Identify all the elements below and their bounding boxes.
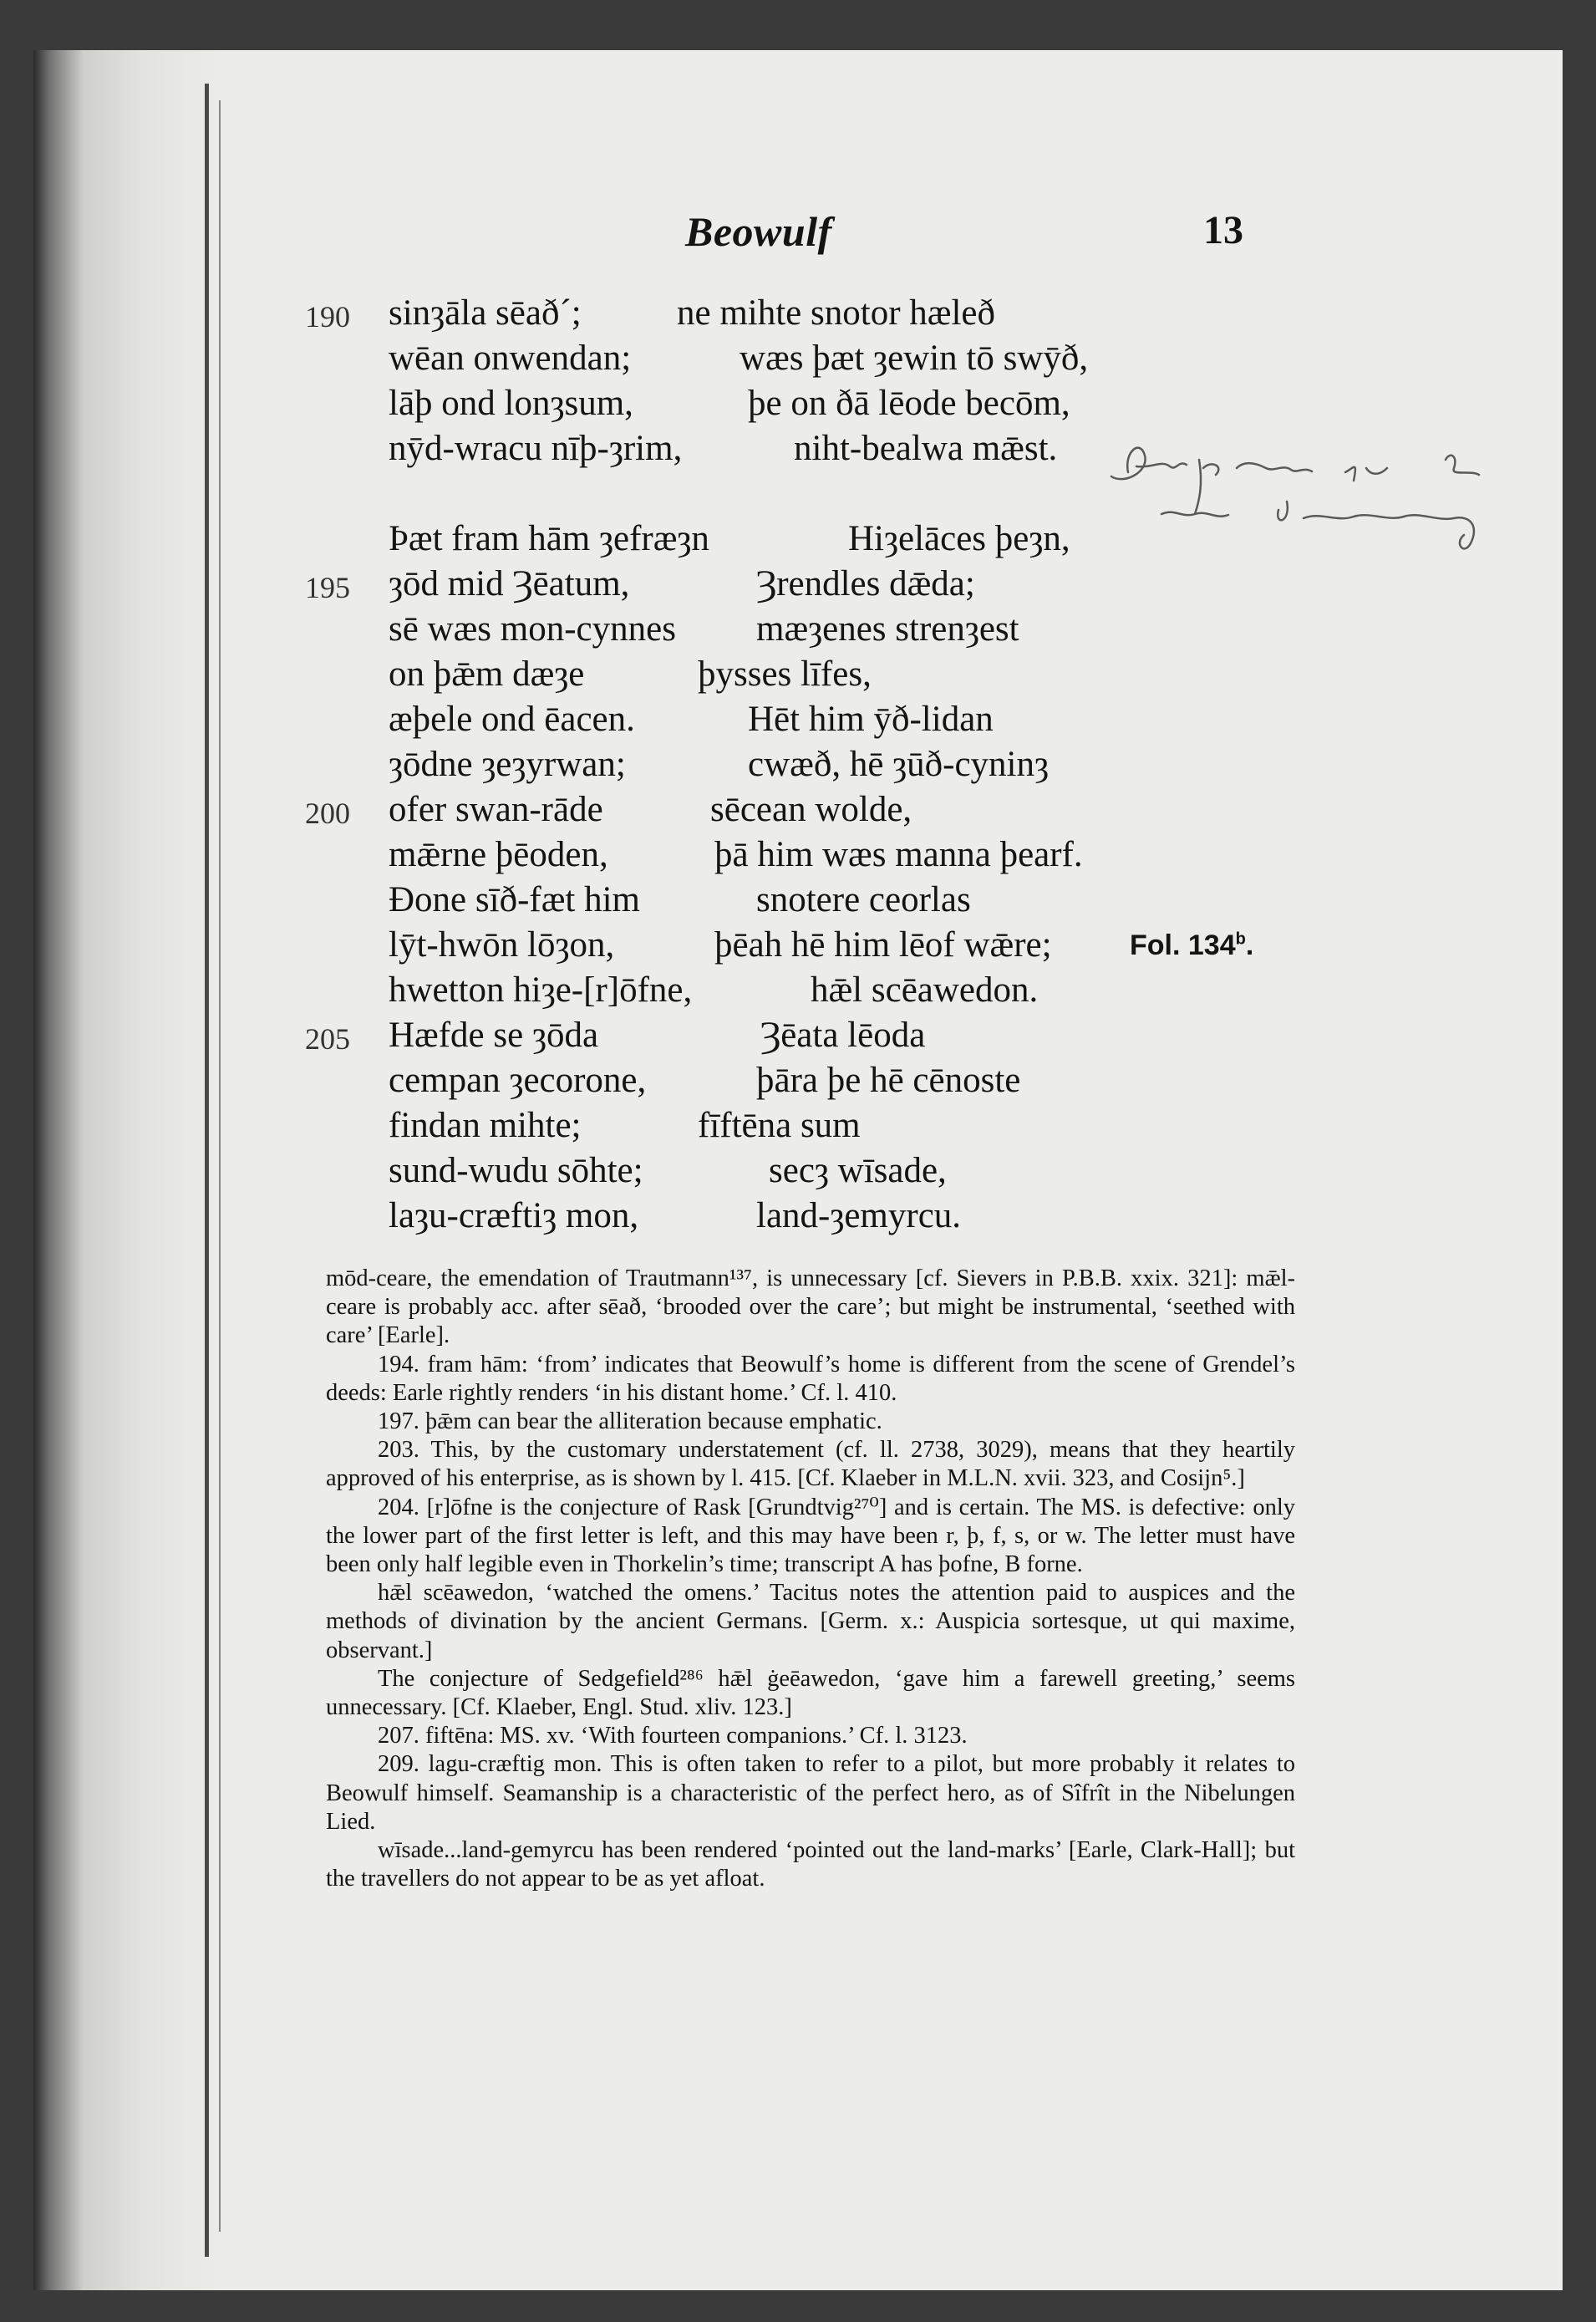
handwritten-annotation — [1078, 435, 1512, 577]
folio-label: Fol. 134 — [1130, 929, 1236, 961]
line-number: 190 — [305, 300, 350, 334]
verse-a: sund-wudu sōhte; — [389, 1151, 643, 1190]
verse-line — [0, 789, 1529, 834]
line-number: 205 — [305, 1022, 350, 1056]
handwritten-scribble-icon — [1078, 435, 1512, 577]
verse-a: hwetton hiȝe-[r]ōfne, — [389, 970, 693, 1010]
verse-line — [0, 293, 1529, 338]
note-paragraph: 207. fiftēna: MS. xv. ‘With fourteen companions.’ Cf. l. 3123. — [378, 1723, 968, 1749]
verse-b: fīftēna sum — [698, 1106, 861, 1145]
folio-marker — [1130, 929, 1253, 962]
verse-line — [0, 1195, 1529, 1240]
page-header — [0, 159, 1529, 255]
verse-a: ȝōd mid Ȝēatum, — [389, 564, 630, 603]
line-number: 195 — [305, 571, 350, 604]
verse-line — [0, 1015, 1529, 1060]
verse-b: niht-bealwa mǣst. — [794, 429, 1058, 468]
note-paragraph: 194. fram hām: ‘from’ indicates that Beowulf’s home is different from the scene of Grendel’s deeds: Earle rightly renders ‘in his distant home.’ Cf. l. 410. — [326, 1351, 1295, 1406]
verse-b: wæs þæt ȝewin tō swȳð, — [740, 339, 1089, 378]
verse-b: þā him wæs manna þearf. — [714, 835, 1083, 874]
note-paragraph: wīsade...land-gemyrcu has been rendered ‘pointed out the land-marks’ [Earle, Clark-Hall]; but the travellers do not appear to be as yet afloat. — [326, 1837, 1295, 1892]
verse-b: land-ȝemyrcu. — [756, 1196, 962, 1235]
verse-a: laȝu-cræftiȝ mon, — [389, 1196, 639, 1235]
verse-a: Þæt fram hām ȝefræȝn — [389, 519, 709, 558]
verse-b: cwæð, hē ȝūð-cyninȝ — [748, 745, 1049, 784]
folio-side: b — [1235, 929, 1246, 949]
verse-a: lȳt-hwōn lōȝon, — [389, 925, 615, 965]
note-paragraph: 203. This, by the customary understatement (cf. ll. 2738, 3029), means that they heartily approved of his enterprise, as is shown by l. 415. [Cf. Klaeber in M.L.N. xvii. 323, and Cosijn⁵.] — [326, 1437, 1295, 1492]
verse-line — [0, 699, 1529, 744]
verse-line — [0, 338, 1529, 383]
verse-b: hǣl scēawedon. — [811, 970, 1039, 1010]
verse-a: on þǣm dæȝe — [389, 654, 585, 694]
verse-a: wēan onwendan; — [389, 339, 632, 378]
verse-line — [0, 609, 1529, 654]
verse-a: sē wæs mon-cynnes — [389, 609, 676, 649]
verse-a: cempan ȝecorone, — [389, 1061, 647, 1100]
verse-line — [0, 1060, 1529, 1105]
verse-b: sēcean wolde, — [710, 790, 912, 829]
verse-b: þēah hē him lēof wǣre; — [714, 925, 1052, 965]
verse-line — [0, 879, 1529, 924]
verse-line — [0, 970, 1529, 1015]
verse-b: þe on ðā lēode becōm, — [748, 384, 1070, 423]
note-paragraph: 204. [r]ōfne is the conjecture of Rask [Grundtvig²⁷⁰] and is certain. The MS. is defective: only the lower part of the first letter is left, and this may have been r, þ, f, s, or w. The letter must have been only half legible even in Thorkelin’s time; transcript A has þofne, B forne. — [326, 1494, 1295, 1578]
note-paragraph: 197. þǣm can bear the alliteration because emphatic. — [378, 1408, 882, 1435]
verse-b: þysses līfes, — [698, 654, 872, 694]
verse-line — [0, 654, 1529, 699]
verse-b: Hēt him ȳð-lidan — [748, 700, 994, 739]
verse-b: Ȝēata lēoda — [760, 1016, 926, 1055]
verse-a: sinȝāla sēaðˊ; — [389, 293, 582, 333]
note-paragraph: hǣl scēawedon, ‘watched the omens.’ Tacitus notes the attention paid to auspices and the methods of divination by the ancient Germans. [Germ. x.: Auspicia sortesque, ut qui maxime, observant.] — [326, 1580, 1295, 1663]
verse-line — [0, 744, 1529, 789]
folio-suffix: . — [1245, 929, 1254, 961]
note-paragraph: mōd-ceare, the emendation of Trautmann¹³⁷, is unnecessary [cf. Sievers in P.B.B. xxix. 321]: mǣl-ceare is probably acc. after sēað, ‘brooded over the care’; but might be instrumental, ‘seethed with care’ [Earle]. — [326, 1265, 1295, 1349]
verse-line — [0, 924, 1529, 970]
verse-a: ȝōdne ȝeȝyrwan; — [389, 745, 626, 784]
verse-b: þāra þe hē cēnoste — [756, 1061, 1021, 1100]
verse-a: lāþ ond lonȝsum, — [389, 384, 633, 423]
footnotes — [326, 1265, 1295, 1893]
note-paragraph: The conjecture of Sedgefield²⁸⁶ hǣl ġeēawedon, ‘gave him a farewell greeting,’ seems unnecessary. [Cf. Klaeber, Engl. Stud. xliv. 123.] — [326, 1665, 1295, 1721]
verse-a: ofer swan-rāde — [389, 790, 603, 829]
verse-b: ne mihte snotor hæleð — [677, 293, 995, 333]
verse-b: snotere ceorlas — [756, 880, 971, 919]
verse-a: nȳd-wracu nīþ-ȝrim, — [389, 429, 683, 468]
verse-b: secȝ wīsade, — [769, 1151, 947, 1190]
verse-line — [0, 1150, 1529, 1195]
note-paragraph: 209. lagu-cræftig mon. This is often taken to refer to a pilot, but more probably it relates to Beowulf himself. Seamanship is a characteristic of the perfect hero, as of Sîfrît in the Nibelungen Lied. — [326, 1751, 1295, 1835]
running-title: Beowulf — [685, 208, 832, 255]
verse-a: Ðone sīð-fæt him — [389, 880, 640, 919]
verse-a: Hæfde se ȝōda — [389, 1016, 599, 1055]
verse-a: findan mihte; — [389, 1106, 582, 1145]
verse-a: æþele ond ēacen. — [389, 700, 635, 739]
verse-b: Ȝrendles dǣda; — [756, 564, 975, 603]
line-number: 200 — [305, 797, 350, 830]
verse-line — [0, 1105, 1529, 1150]
verse-b: Hiȝelāces þeȝn, — [848, 519, 1070, 558]
verse-line — [0, 383, 1529, 428]
verse-b: mæȝenes strenȝest — [756, 609, 1019, 649]
verse-a: mǣrne þēoden, — [389, 835, 608, 874]
page-number: 13 — [1203, 208, 1243, 252]
verse-line — [0, 834, 1529, 879]
